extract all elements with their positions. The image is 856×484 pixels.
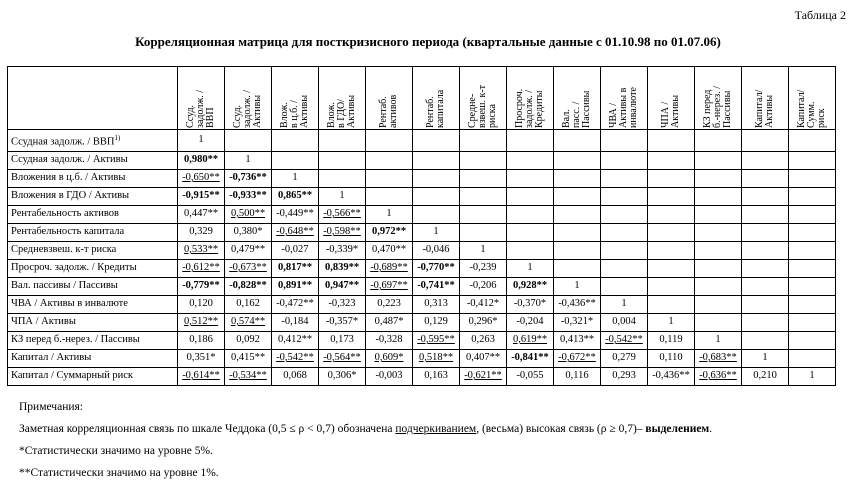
correlation-cell: -0,598** (319, 223, 366, 241)
correlation-cell (789, 349, 836, 367)
correlation-cell: 0,162 (225, 295, 272, 313)
correlation-cell: -0,612** (178, 259, 225, 277)
correlation-cell: -0,614** (178, 367, 225, 385)
correlation-cell: 0,512** (178, 313, 225, 331)
correlation-cell: 0,263 (460, 331, 507, 349)
correlation-cell: 0,412** (272, 331, 319, 349)
correlation-cell: -0,648** (272, 223, 319, 241)
correlation-cell: 0,293 (601, 367, 648, 385)
correlation-cell (460, 223, 507, 241)
row-label: Вал. пассивы / Пассивы (8, 277, 178, 295)
row-label: Средневзвеш. к-т риска (8, 241, 178, 259)
correlation-cell: -0,915** (178, 187, 225, 205)
correlation-cell (413, 130, 460, 152)
correlation-cell: -0,055 (507, 367, 554, 385)
correlation-cell: 0,163 (413, 367, 460, 385)
correlation-cell (695, 277, 742, 295)
column-header: Рентаб. капитала (413, 67, 460, 130)
correlation-cell: 1 (507, 259, 554, 277)
correlation-cell (648, 277, 695, 295)
table-number: Таблица 2 (794, 8, 846, 22)
correlation-cell: -0,673** (225, 259, 272, 277)
correlation-cell: -0,370* (507, 295, 554, 313)
correlation-cell (554, 151, 601, 169)
correlation-cell: 0,306* (319, 367, 366, 385)
correlation-cell (366, 130, 413, 152)
correlation-cell (695, 223, 742, 241)
correlation-cell (601, 151, 648, 169)
correlation-cell (742, 169, 789, 187)
column-header: Влож. в ц.б. / Активы (272, 67, 319, 130)
correlation-cell: 0,119 (648, 331, 695, 349)
correlation-cell (507, 205, 554, 223)
correlation-cell (554, 187, 601, 205)
correlation-cell: -0,683** (695, 349, 742, 367)
correlation-cell (319, 151, 366, 169)
correlation-cell (601, 259, 648, 277)
column-header: Средне- взвеш. к-т риска (460, 67, 507, 130)
correlation-cell: -0,321* (554, 313, 601, 331)
correlation-cell: -0,472** (272, 295, 319, 313)
correlation-cell: 0,928** (507, 277, 554, 295)
correlation-cell: 1 (225, 151, 272, 169)
row-label: Рентабельность капитала (8, 223, 178, 241)
correlation-cell (460, 130, 507, 152)
correlation-cell: 0,296* (460, 313, 507, 331)
correlation-cell: 0,351* (178, 349, 225, 367)
correlation-cell (460, 169, 507, 187)
correlation-cell: -0,046 (413, 241, 460, 259)
correlation-cell: -0,595** (413, 331, 460, 349)
correlation-cell (695, 205, 742, 223)
correlation-cell: 1 (319, 187, 366, 205)
note-5pct: *Статистически значимо на уровне 5%. (19, 445, 213, 457)
correlation-cell: -0,206 (460, 277, 507, 295)
notes-heading: Примечания: (19, 401, 83, 413)
correlation-cell (695, 241, 742, 259)
table-row (8, 313, 836, 331)
correlation-cell (272, 151, 319, 169)
correlation-cell (554, 130, 601, 152)
row-label: Вложения в ц.б. / Активы (8, 169, 178, 187)
correlation-cell: -0,239 (460, 259, 507, 277)
table-row (8, 205, 836, 223)
correlation-cell (319, 169, 366, 187)
correlation-cell (789, 187, 836, 205)
correlation-cell (413, 151, 460, 169)
correlation-cell: -0,672** (554, 349, 601, 367)
correlation-cell: -0,566** (319, 205, 366, 223)
correlation-cell (601, 223, 648, 241)
correlation-cell (742, 277, 789, 295)
column-header: Влож. в ГДО/ Активы (319, 67, 366, 130)
correlation-cell: 0,972** (366, 223, 413, 241)
correlation-cell (789, 295, 836, 313)
correlation-cell (789, 277, 836, 295)
correlation-cell: 0,609* (366, 349, 413, 367)
correlation-cell (554, 259, 601, 277)
correlation-cell (366, 169, 413, 187)
notes-legend: Заметная корреляционная связь по шкале Чеддока (0,5 ≤ ρ < 0,7) обозначена подчеркиванием, (весьма) высокая связь (ρ ≥ 0,7)– выделением. (19, 423, 713, 435)
correlation-cell: -0,436** (648, 367, 695, 385)
correlation-cell: 0,129 (413, 313, 460, 331)
correlation-cell: 1 (554, 277, 601, 295)
correlation-cell: -0,828** (225, 277, 272, 295)
correlation-cell (648, 151, 695, 169)
correlation-cell (601, 205, 648, 223)
row-label: Капитал / Суммарный риск (8, 367, 178, 385)
correlation-cell: 0,447** (178, 205, 225, 223)
table-row (8, 349, 836, 367)
correlation-cell (648, 205, 695, 223)
correlation-cell: 0,500** (225, 205, 272, 223)
correlation-cell: 0,004 (601, 313, 648, 331)
correlation-cell: 0,110 (648, 349, 695, 367)
correlation-cell: -0,323 (319, 295, 366, 313)
correlation-cell: 1 (178, 130, 225, 152)
correlation-cell (695, 187, 742, 205)
correlation-cell (789, 151, 836, 169)
correlation-cell (695, 169, 742, 187)
correlation-cell (648, 295, 695, 313)
correlation-cell (648, 169, 695, 187)
correlation-cell (554, 223, 601, 241)
correlation-cell: 1 (742, 349, 789, 367)
notes (19, 396, 712, 484)
correlation-cell (789, 313, 836, 331)
correlation-cell (507, 130, 554, 152)
correlation-cell: -0,204 (507, 313, 554, 331)
correlation-cell: -0,636** (695, 367, 742, 385)
correlation-cell (507, 187, 554, 205)
correlation-cell (601, 187, 648, 205)
correlation-cell: 0,223 (366, 295, 413, 313)
row-label: ЧПА / Активы (8, 313, 178, 331)
correlation-cell (554, 205, 601, 223)
correlation-cell: -0,736** (225, 169, 272, 187)
correlation-cell: -0,564** (319, 349, 366, 367)
correlation-cell: 0,891** (272, 277, 319, 295)
correlation-cell: 0,479** (225, 241, 272, 259)
column-header: Рентаб. активов (366, 67, 413, 130)
correlation-cell: 0,839** (319, 259, 366, 277)
table-row (8, 169, 836, 187)
table-row (8, 295, 836, 313)
correlation-cell: -0,779** (178, 277, 225, 295)
correlation-cell: 0,574** (225, 313, 272, 331)
correlation-cell (648, 259, 695, 277)
table-title: Корреляционная матрица для посткризисного периода (квартальные данные с 01.10.98 по 01.07.06) (135, 34, 721, 49)
correlation-cell (789, 205, 836, 223)
correlation-cell (601, 169, 648, 187)
correlation-cell (695, 130, 742, 152)
correlation-cell (789, 331, 836, 349)
correlation-cell: 1 (648, 313, 695, 331)
correlation-cell: -0,357* (319, 313, 366, 331)
correlation-cell (554, 169, 601, 187)
correlation-cell (413, 205, 460, 223)
correlation-cell (460, 205, 507, 223)
correlation-cell: -0,697** (366, 277, 413, 295)
correlation-cell (742, 205, 789, 223)
table-row (8, 331, 836, 349)
correlation-cell (695, 295, 742, 313)
correlation-cell (413, 187, 460, 205)
row-label: ЧВА / Активы в инвалюте (8, 295, 178, 313)
column-header: Капитал/ Сумм. риск (789, 67, 836, 130)
correlation-cell (742, 241, 789, 259)
correlation-cell: -0,650** (178, 169, 225, 187)
correlation-cell: 0,470** (366, 241, 413, 259)
correlation-cell (695, 151, 742, 169)
column-header: Ссуд. задолж. / Активы (225, 67, 272, 130)
column-header: ЧПА / Активы (648, 67, 695, 130)
correlation-table (7, 66, 836, 386)
table-row (8, 277, 836, 295)
correlation-cell: -0,436** (554, 295, 601, 313)
correlation-cell (460, 151, 507, 169)
correlation-cell (601, 277, 648, 295)
correlation-cell: -0,689** (366, 259, 413, 277)
table-row (8, 367, 836, 385)
correlation-cell: -0,621** (460, 367, 507, 385)
correlation-cell: 0,092 (225, 331, 272, 349)
note-1pct: **Статистически значимо на уровне 1%. (19, 467, 219, 479)
correlation-cell (742, 331, 789, 349)
column-header: Капитал/ Активы (742, 67, 789, 130)
correlation-cell (742, 151, 789, 169)
correlation-cell (507, 241, 554, 259)
column-header: ЧВА / Активы в инвалюте (601, 67, 648, 130)
correlation-cell: 0,186 (178, 331, 225, 349)
correlation-cell: 0,407** (460, 349, 507, 367)
row-label: Вложения в ГДО / Активы (8, 187, 178, 205)
correlation-cell: -0,412* (460, 295, 507, 313)
table-row (8, 187, 836, 205)
correlation-cell (554, 241, 601, 259)
correlation-cell (742, 130, 789, 152)
corner-cell (8, 67, 178, 130)
correlation-cell: 0,279 (601, 349, 648, 367)
correlation-cell (648, 187, 695, 205)
correlation-cell (648, 223, 695, 241)
correlation-cell: 0,619** (507, 331, 554, 349)
correlation-cell: -0,741** (413, 277, 460, 295)
correlation-cell: -0,933** (225, 187, 272, 205)
correlation-cell (601, 241, 648, 259)
table-row (8, 151, 836, 169)
correlation-cell: 0,980** (178, 151, 225, 169)
correlation-cell (695, 313, 742, 331)
correlation-cell (742, 223, 789, 241)
column-header: Ссуд. задолж. / ВВП (178, 67, 225, 130)
correlation-cell: -0,184 (272, 313, 319, 331)
correlation-cell (648, 130, 695, 152)
correlation-cell (507, 169, 554, 187)
correlation-cell: 0,173 (319, 331, 366, 349)
correlation-cell: -0,328 (366, 331, 413, 349)
correlation-cell: -0,770** (413, 259, 460, 277)
correlation-cell: -0,542** (601, 331, 648, 349)
correlation-cell (742, 313, 789, 331)
correlation-cell: 0,518** (413, 349, 460, 367)
correlation-cell (648, 241, 695, 259)
correlation-cell: -0,027 (272, 241, 319, 259)
correlation-cell (742, 187, 789, 205)
correlation-cell: -0,449** (272, 205, 319, 223)
correlation-cell: -0,339* (319, 241, 366, 259)
correlation-cell (460, 187, 507, 205)
correlation-cell (366, 187, 413, 205)
correlation-cell: -0,542** (272, 349, 319, 367)
correlation-cell (789, 241, 836, 259)
correlation-cell: 0,380* (225, 223, 272, 241)
correlation-cell: -0,841** (507, 349, 554, 367)
correlation-cell: 1 (789, 367, 836, 385)
correlation-cell: 1 (413, 223, 460, 241)
correlation-cell: 0,413** (554, 331, 601, 349)
correlation-cell (742, 259, 789, 277)
row-label: Просроч. задолж. / Кредиты (8, 259, 178, 277)
correlation-cell (413, 169, 460, 187)
correlation-cell (319, 130, 366, 152)
table-row (8, 223, 836, 241)
correlation-cell: 1 (460, 241, 507, 259)
correlation-cell: 0,533** (178, 241, 225, 259)
correlation-cell: -0,534** (225, 367, 272, 385)
correlation-cell: 1 (601, 295, 648, 313)
correlation-cell: 0,068 (272, 367, 319, 385)
correlation-cell: 0,116 (554, 367, 601, 385)
correlation-cell: 0,120 (178, 295, 225, 313)
correlation-cell (742, 295, 789, 313)
correlation-cell: 0,415** (225, 349, 272, 367)
row-label: КЗ перед б.-нерез. / Пассивы (8, 331, 178, 349)
correlation-cell: 1 (366, 205, 413, 223)
correlation-cell (789, 223, 836, 241)
correlation-cell (789, 169, 836, 187)
table-row (8, 259, 836, 277)
correlation-cell: 0,817** (272, 259, 319, 277)
correlation-cell (789, 130, 836, 152)
correlation-cell: 0,329 (178, 223, 225, 241)
correlation-cell (507, 151, 554, 169)
correlation-cell: 1 (272, 169, 319, 187)
row-label: Капитал / Активы (8, 349, 178, 367)
table-row (8, 241, 836, 259)
correlation-cell: -0,003 (366, 367, 413, 385)
correlation-cell (366, 151, 413, 169)
correlation-cell (695, 259, 742, 277)
correlation-cell (601, 130, 648, 152)
correlation-cell (789, 259, 836, 277)
table-row (8, 130, 836, 152)
column-header: Вал. пасс. / Пассивы (554, 67, 601, 130)
row-label: Ссудная задолж. / Активы (8, 151, 178, 169)
row-label: Рентабельность активов (8, 205, 178, 223)
correlation-cell (225, 130, 272, 152)
row-label: Ссудная задолж. / ВВП$^{1)}$ (8, 130, 178, 152)
correlation-cell: 0,947** (319, 277, 366, 295)
correlation-cell: 1 (695, 331, 742, 349)
correlation-cell (507, 223, 554, 241)
column-header: Просроч. задолж. / Кредиты (507, 67, 554, 130)
correlation-cell: 0,865** (272, 187, 319, 205)
correlation-cell: 0,487* (366, 313, 413, 331)
correlation-cell: 0,210 (742, 367, 789, 385)
correlation-cell (272, 130, 319, 152)
correlation-cell: 0,313 (413, 295, 460, 313)
column-header: КЗ перед б.-нерез. / Пассивы (695, 67, 742, 130)
